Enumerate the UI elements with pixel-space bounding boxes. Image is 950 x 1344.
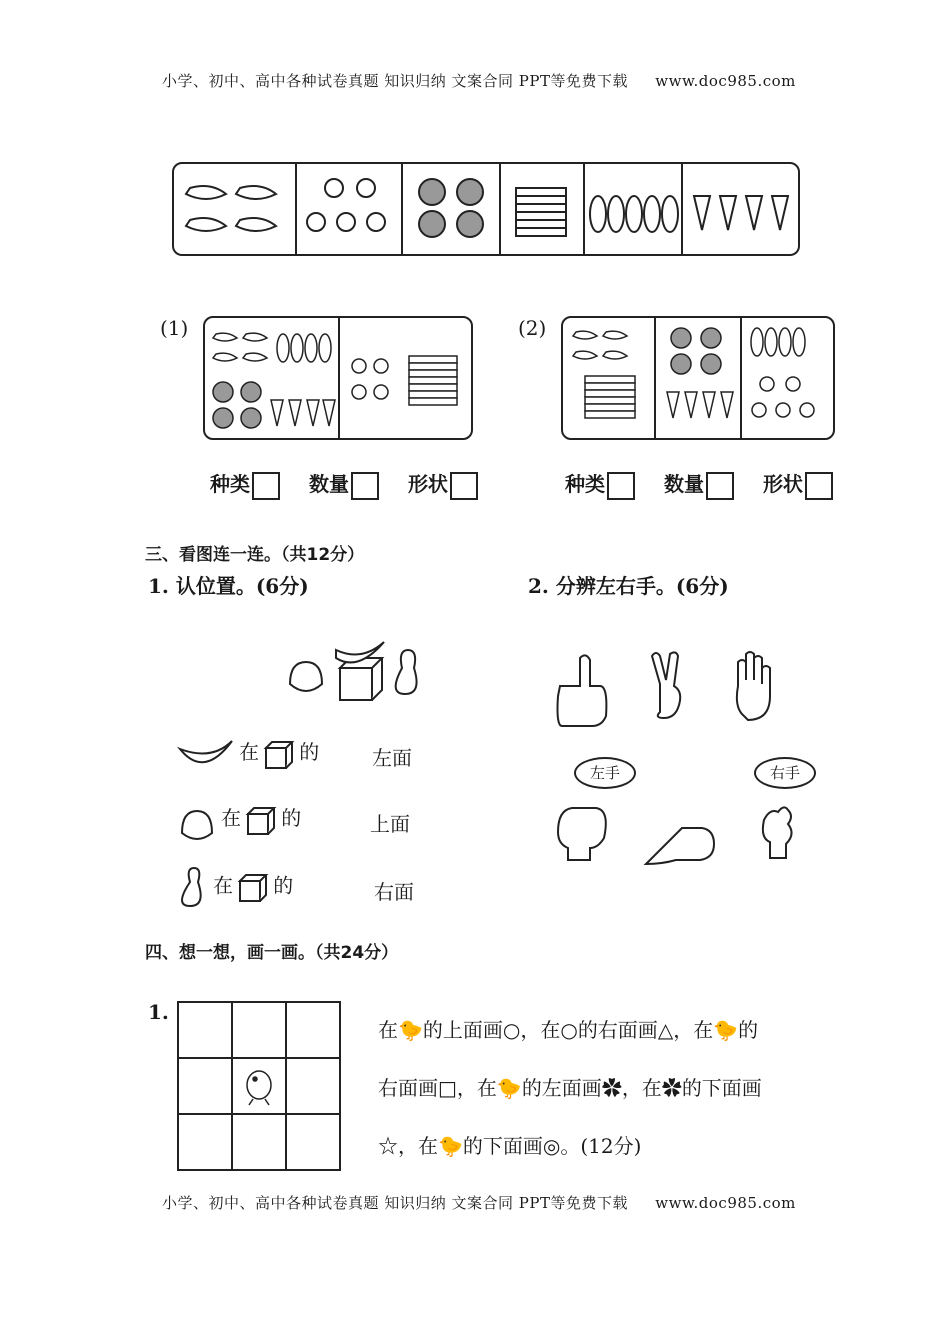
peach-icon (178, 803, 216, 839)
chick-icon: 🐤 (398, 1018, 423, 1042)
choice-shape: 形状 (407, 472, 448, 496)
left-hand-label[interactable]: 左手 (574, 757, 636, 789)
instruction-text: ，在 (520, 1018, 561, 1042)
word-de: 的 (281, 806, 302, 830)
instruction-text: 。(12分) (560, 1134, 642, 1158)
instruction-text: ，在 (673, 1018, 714, 1042)
choice-quantity: 数量 (308, 472, 349, 496)
group-2-panel (561, 316, 835, 440)
instruction-text: 的右面画 (577, 1018, 658, 1042)
right-hand-label[interactable]: 右手 (754, 757, 816, 789)
s4-q1-number: 1. (148, 1000, 169, 1024)
peace-hand-icon (652, 652, 680, 718)
choice-quantity: 数量 (663, 472, 704, 496)
instruction-line-2 (378, 1072, 762, 1101)
cube-icon (264, 740, 294, 770)
word-zai: 在 (213, 873, 234, 898)
group-1-choices (210, 468, 478, 500)
q1-row-3 (178, 866, 293, 910)
instruction-text: 的上面画 (422, 1018, 503, 1042)
chick-icon (247, 1071, 271, 1105)
q1-title: 1. 认位置。(6分) (148, 574, 309, 598)
chick-icon: 🐤 (438, 1134, 463, 1158)
position-right[interactable]: 右面 (374, 880, 414, 904)
tape-roll-icon (307, 179, 385, 231)
banana-icon (178, 737, 234, 773)
instruction-text: ，在 (456, 1076, 497, 1100)
footer-left: 小学、初中、高中各种试卷真题 知识归纳 文案合同 PPT等免费下载 (162, 1194, 628, 1212)
cabbage-icon (419, 179, 483, 237)
group-1-label: (1) (160, 316, 189, 340)
instruction-text: 的左面画 (521, 1076, 602, 1100)
word-de: 的 (273, 873, 294, 898)
double-circle-icon: ◎ (542, 1134, 561, 1158)
header-url: www.doc985.com (655, 72, 796, 90)
fist-hand-icon (558, 808, 606, 860)
group-1-panel (203, 316, 473, 440)
instruction-text: 的下面画 (681, 1076, 762, 1100)
chick-icon: 🐤 (496, 1076, 522, 1100)
choice-kind: 种类 (565, 472, 605, 496)
instruction-text: ，在 (621, 1076, 662, 1100)
thumbs-up-hand-icon (558, 655, 607, 726)
group-2-label: (2) (518, 316, 547, 340)
position-top[interactable]: 上面 (370, 812, 410, 836)
instruction-text: ，在 (398, 1134, 438, 1158)
footer-url: www.doc985.com (655, 1194, 796, 1212)
instruction-text: 右面画 (378, 1076, 438, 1100)
answer-box[interactable] (450, 472, 478, 500)
word-zai: 在 (239, 740, 260, 764)
footer-text (162, 1192, 796, 1213)
q2-title: 2. 分辨左右手。(6分) (528, 574, 729, 598)
word-zai: 在 (221, 806, 242, 830)
q1-row-2 (178, 802, 301, 839)
instruction-line-3 (378, 1130, 641, 1159)
pepper-icon (186, 186, 276, 231)
pear-icon (396, 650, 417, 694)
header-left: 小学、初中、高中各种试卷真题 知识归纳 文案合同 PPT等免费下载 (162, 72, 628, 90)
chick-icon: 🐤 (713, 1018, 739, 1042)
eggplant-icon (590, 196, 678, 232)
pear-icon (178, 866, 208, 910)
ok-hand-icon (763, 807, 792, 858)
cube-icon (340, 668, 372, 700)
drawing-grid[interactable] (177, 1001, 341, 1171)
instruction-text: 在 (378, 1018, 398, 1042)
circle-icon: ○ (502, 1018, 521, 1042)
q1-row-1 (178, 736, 319, 773)
group-1-drawing (205, 318, 471, 438)
instruction-text: 的下面画 (462, 1134, 543, 1158)
answer-box[interactable] (252, 472, 280, 500)
cube-icon (238, 873, 268, 903)
circle-icon: ○ (560, 1018, 578, 1042)
choice-kind: 种类 (210, 472, 250, 496)
header-text (162, 70, 796, 91)
book-stack-icon (516, 188, 566, 236)
section-4-title: 四、想一想，画一画。（共24分） (145, 943, 399, 963)
carrot-icon (694, 196, 788, 230)
cube-icon (246, 806, 276, 836)
answer-box[interactable] (805, 472, 833, 500)
answer-box[interactable] (351, 472, 379, 500)
position-scene (280, 628, 440, 708)
group-2-drawing (563, 318, 833, 438)
open-hand-icon (737, 652, 770, 720)
triangle-icon: △ (657, 1018, 674, 1042)
square-icon: □ (438, 1076, 457, 1100)
peach-icon (290, 662, 322, 691)
instruction-text: 的 (738, 1018, 759, 1042)
flower-icon: ✿ (601, 1076, 622, 1100)
flower-icon: ✿ (661, 1076, 682, 1100)
pointing-hand-icon (646, 828, 714, 864)
item-strip (172, 162, 800, 256)
item-strip-drawing (174, 164, 798, 254)
section-3-title: 三、看图连一连。（共12分） (145, 545, 365, 565)
answer-box[interactable] (607, 472, 635, 500)
instruction-line-1 (378, 1014, 758, 1043)
choice-shape: 形状 (762, 472, 803, 496)
position-left[interactable]: 左面 (372, 746, 412, 770)
word-de: 的 (299, 740, 320, 764)
star-icon: ☆ (378, 1134, 398, 1158)
group-2-choices (565, 468, 833, 500)
answer-box[interactable] (706, 472, 734, 500)
